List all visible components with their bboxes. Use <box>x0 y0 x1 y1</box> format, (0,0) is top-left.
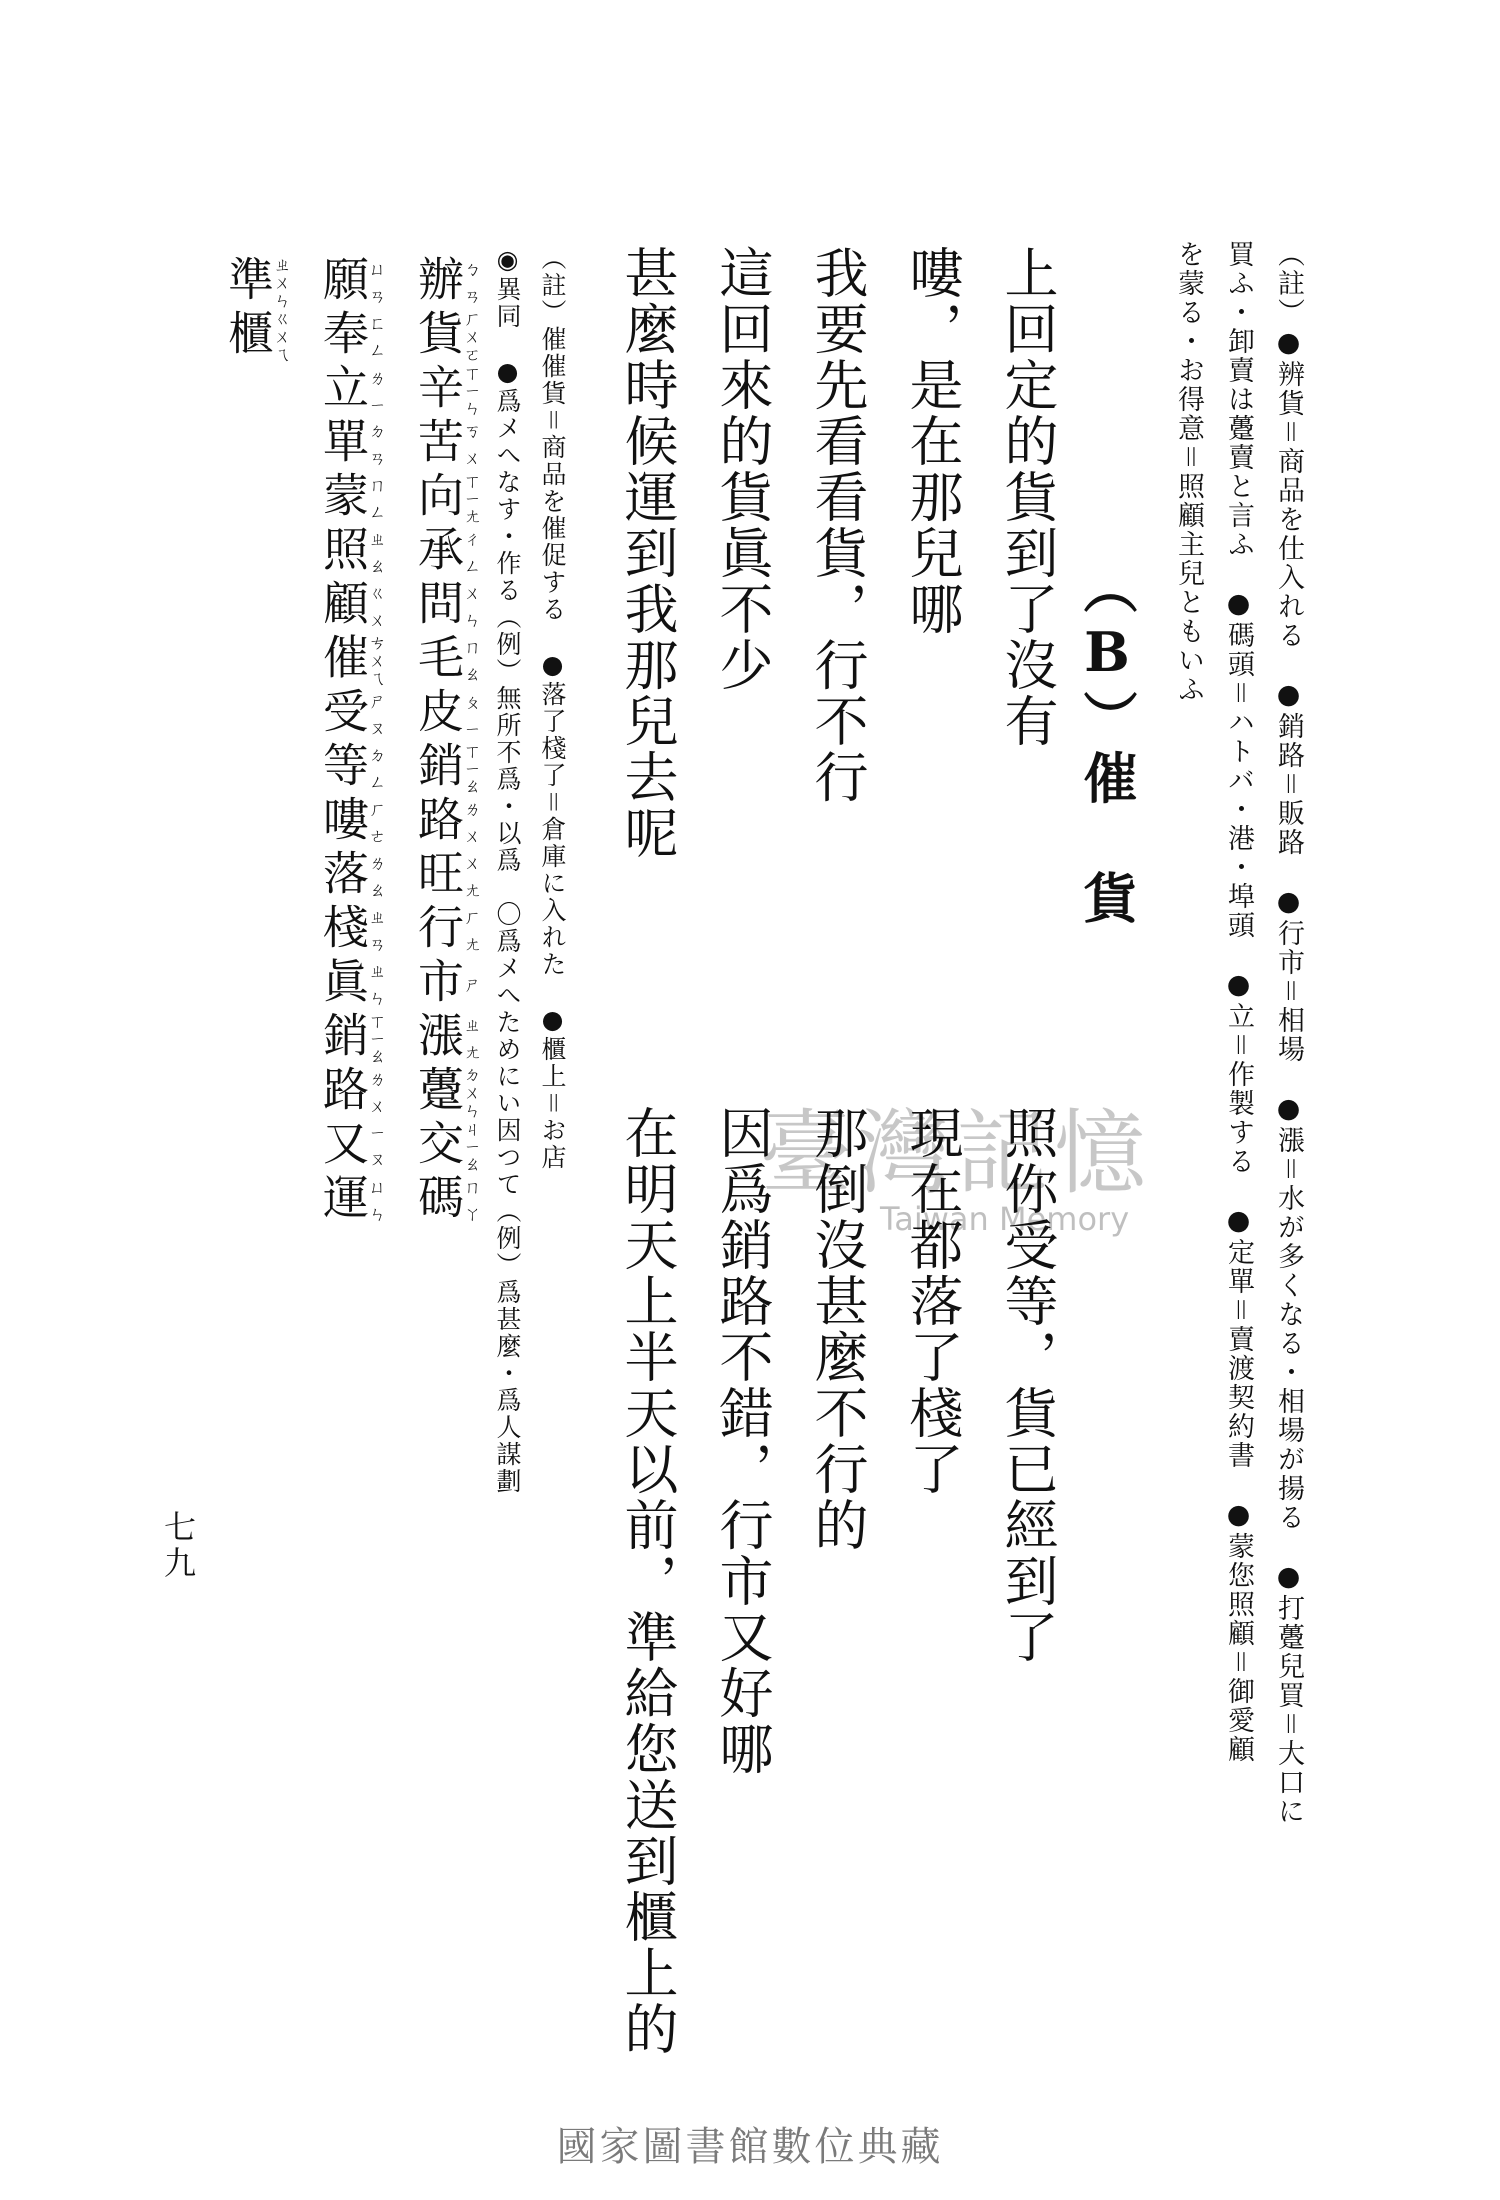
ruby-char <box>411 309 480 363</box>
ruby-annotation: ㄌㄠ <box>365 849 385 903</box>
ruby-annotation: ㄍㄨㄟ <box>270 309 290 363</box>
ruby-base: 照 <box>316 525 370 579</box>
ruby-base: 銷 <box>316 1011 370 1065</box>
ruby-annotation: ㄍㄨ <box>365 579 385 633</box>
ruby-annotation: ㄏㄜ <box>365 795 385 849</box>
ruby-annotation: ㄨㄣ <box>460 579 480 633</box>
ruby-char <box>411 957 480 1011</box>
ruby-char <box>411 363 480 417</box>
ruby-annotation: ㄇㄠ <box>460 633 480 687</box>
ruby-char <box>411 741 480 795</box>
ruby-base: 又 <box>316 1119 370 1173</box>
watermark-logo: 臺灣記憶 <box>760 1100 1153 1207</box>
note-top-line-1: （註）●辨貨＝商品を仕入れる ●銷路＝販路 ●行市＝相場 ●漲＝水が多くなる・相場が揚る ●打躉兒買＝大口に <box>1273 240 1304 1826</box>
page-number: 七九 <box>159 1510 197 1582</box>
ruby-annotation: ㄉㄢ <box>365 417 385 471</box>
ruby-annotation: ㄕ <box>460 957 480 1011</box>
ruby-annotation: ㄕㄡ <box>365 687 385 741</box>
ruby-char <box>411 849 480 903</box>
ruby-char <box>411 1119 480 1173</box>
ruby-annotation: ㄒㄧㄠ <box>365 1011 385 1065</box>
ruby-annotation: ㄓㄢ <box>365 903 385 957</box>
ruby-annotation: ㄉㄨㄣ <box>460 1065 480 1119</box>
ruby-char <box>316 1173 385 1227</box>
dialogue-answer-3: 那倒沒甚麼不行的 <box>806 1105 869 1553</box>
ruby-line-1 <box>411 255 480 1227</box>
ruby-char <box>316 741 385 795</box>
ruby-annotation: ㄌㄧ <box>365 363 385 417</box>
ruby-char <box>316 471 385 525</box>
ruby-char <box>221 255 290 309</box>
ruby-annotation: ㄒㄧㄠ <box>460 741 480 795</box>
ruby-base: 躉 <box>411 1065 465 1119</box>
dialogue-answer-5: 在明天上半天以前，準給您送到櫃上的 <box>616 1105 679 2057</box>
dialogue-question-4: 這回來的貨眞不少 <box>711 245 774 693</box>
ruby-annotation: ㄨㄤ <box>460 849 480 903</box>
dialogue-answer-4: 因爲銷路不錯，行市又好哪 <box>711 1105 774 1777</box>
ruby-char <box>316 525 385 579</box>
ruby-annotation: ㄓㄠ <box>365 525 385 579</box>
ruby-base: 等 <box>316 741 370 795</box>
ruby-base: 單 <box>316 417 370 471</box>
ruby-base: 苦 <box>411 417 465 471</box>
ruby-base: 棧 <box>316 903 370 957</box>
ruby-base: 銷 <box>411 741 465 795</box>
note-bottom-line-1: （註）催催貨＝商品を催促する ●落了棧了＝倉庫に入れた ●櫃上＝お店 <box>538 245 567 1171</box>
ruby-char <box>411 525 480 579</box>
ruby-base: 嘍 <box>316 795 370 849</box>
ruby-base: 旺 <box>411 849 465 903</box>
ruby-char <box>316 1119 385 1173</box>
ruby-base: 問 <box>411 579 465 633</box>
ruby-base: 行 <box>411 903 465 957</box>
ruby-annotation: ㄐㄧㄠ <box>460 1119 480 1173</box>
ruby-char <box>316 849 385 903</box>
dialogue-question-3: 我要先看看貨，行不行 <box>806 245 869 805</box>
ruby-annotation: ㄇㄚ <box>460 1173 480 1227</box>
ruby-annotation: ㄉㄥ <box>365 741 385 795</box>
ruby-base: 落 <box>316 849 370 903</box>
ruby-annotation: ㄏㄨㄛ <box>460 309 480 363</box>
ruby-char <box>411 417 480 471</box>
dialogue-question-5: 甚麼時候運到我那兒去呢 <box>616 245 679 861</box>
ruby-base: 運 <box>316 1173 370 1227</box>
ruby-line-2 <box>316 255 385 1227</box>
ruby-base: 皮 <box>411 687 465 741</box>
ruby-char <box>411 1173 480 1227</box>
ruby-base: 準 <box>221 255 275 309</box>
ruby-annotation: ㄎㄨ <box>460 417 480 471</box>
ruby-annotation: ㄒㄧㄤ <box>460 471 480 525</box>
ruby-annotation: ㄆㄧ <box>460 687 480 741</box>
ruby-annotation: ㄇㄥ <box>365 471 385 525</box>
watermark-subtitle: Taiwan Memory <box>880 1200 1130 1238</box>
ruby-annotation: ㄓㄣ <box>365 957 385 1011</box>
ruby-annotation: ㄒㄧㄣ <box>460 363 480 417</box>
ruby-char <box>316 633 385 687</box>
ruby-char <box>316 903 385 957</box>
ruby-base: 向 <box>411 471 465 525</box>
ruby-char <box>316 363 385 417</box>
ruby-base: 辦 <box>411 255 465 309</box>
ruby-char <box>411 633 480 687</box>
ruby-base: 催 <box>316 633 370 687</box>
ruby-char <box>411 795 480 849</box>
ruby-base: 立 <box>316 363 370 417</box>
dialogue-question-2: 嘍，是在那兒哪 <box>901 245 964 637</box>
ruby-annotation: ㄏㄤ <box>460 903 480 957</box>
note-bottom-line-2: ◉異同 ●爲メへなす・作る（例）無所不爲・以爲 〇爲メへためにい因つて（例）爲甚麼・爲人謀劃 <box>493 245 522 1495</box>
ruby-annotation: ㄌㄨ <box>365 1065 385 1119</box>
ruby-char <box>411 1011 480 1065</box>
ruby-annotation: ㄩㄢ <box>365 255 385 309</box>
ruby-annotation: ㄅㄢ <box>460 255 480 309</box>
ruby-char <box>316 417 385 471</box>
ruby-annotation: ㄓㄨㄣ <box>270 255 290 309</box>
ruby-base: 毛 <box>411 633 465 687</box>
ruby-annotation: ㄔㄥ <box>460 525 480 579</box>
ruby-base: 市 <box>411 957 465 1011</box>
ruby-char <box>411 579 480 633</box>
ruby-char <box>316 255 385 309</box>
ruby-char <box>411 1065 480 1119</box>
ruby-base: 願 <box>316 255 370 309</box>
ruby-base: 承 <box>411 525 465 579</box>
ruby-annotation: ㄘㄨㄟ <box>365 633 385 687</box>
dialogue-answer-1: 照你受等，貨已經到了 <box>996 1105 1059 1665</box>
ruby-char <box>316 309 385 363</box>
note-top-line-2: 買ふ・卸賣は躉賣と言ふ ●碼頭＝ハトバ・港・埠頭 ●立＝作製する ●定單＝賣渡契約書 ●蒙您照顧＝御愛顧 <box>1223 240 1254 1764</box>
ruby-annotation: ㄌㄨ <box>460 795 480 849</box>
ruby-line-3 <box>221 255 290 363</box>
note-top-line-3: を蒙る・お得意＝照顧主兒ともいふ <box>1173 240 1204 704</box>
section-title: （B）催 貨 <box>1075 560 1139 930</box>
dialogue-question-1: 上回定的貨到了沒有 <box>996 245 1059 749</box>
ruby-base: 顧 <box>316 579 370 633</box>
ruby-annotation: ㄩㄣ <box>365 1173 385 1227</box>
ruby-base: 眞 <box>316 957 370 1011</box>
ruby-base: 碼 <box>411 1173 465 1227</box>
ruby-char <box>316 957 385 1011</box>
ruby-char <box>221 309 290 363</box>
ruby-base: 路 <box>316 1065 370 1119</box>
ruby-base: 辛 <box>411 363 465 417</box>
ruby-annotation: ㄧㄡ <box>365 1119 385 1173</box>
footer-credit: 國家圖書館數位典藏 <box>556 2124 944 2170</box>
ruby-char <box>411 471 480 525</box>
ruby-char <box>316 1065 385 1119</box>
ruby-char <box>411 903 480 957</box>
ruby-base: 路 <box>411 795 465 849</box>
ruby-char <box>316 795 385 849</box>
ruby-annotation: ㄈㄥ <box>365 309 385 363</box>
ruby-char <box>316 579 385 633</box>
ruby-base: 貨 <box>411 309 465 363</box>
ruby-base: 受 <box>316 687 370 741</box>
ruby-base: 漲 <box>411 1011 465 1065</box>
ruby-annotation: ㄓㄤ <box>460 1011 480 1065</box>
dialogue-answer-2: 現在都落了棧了 <box>901 1105 964 1497</box>
ruby-char <box>411 687 480 741</box>
ruby-base: 奉 <box>316 309 370 363</box>
ruby-base: 交 <box>411 1119 465 1173</box>
ruby-char <box>411 255 480 309</box>
ruby-base: 櫃 <box>221 309 275 363</box>
ruby-base: 蒙 <box>316 471 370 525</box>
ruby-char <box>316 687 385 741</box>
ruby-char <box>316 1011 385 1065</box>
